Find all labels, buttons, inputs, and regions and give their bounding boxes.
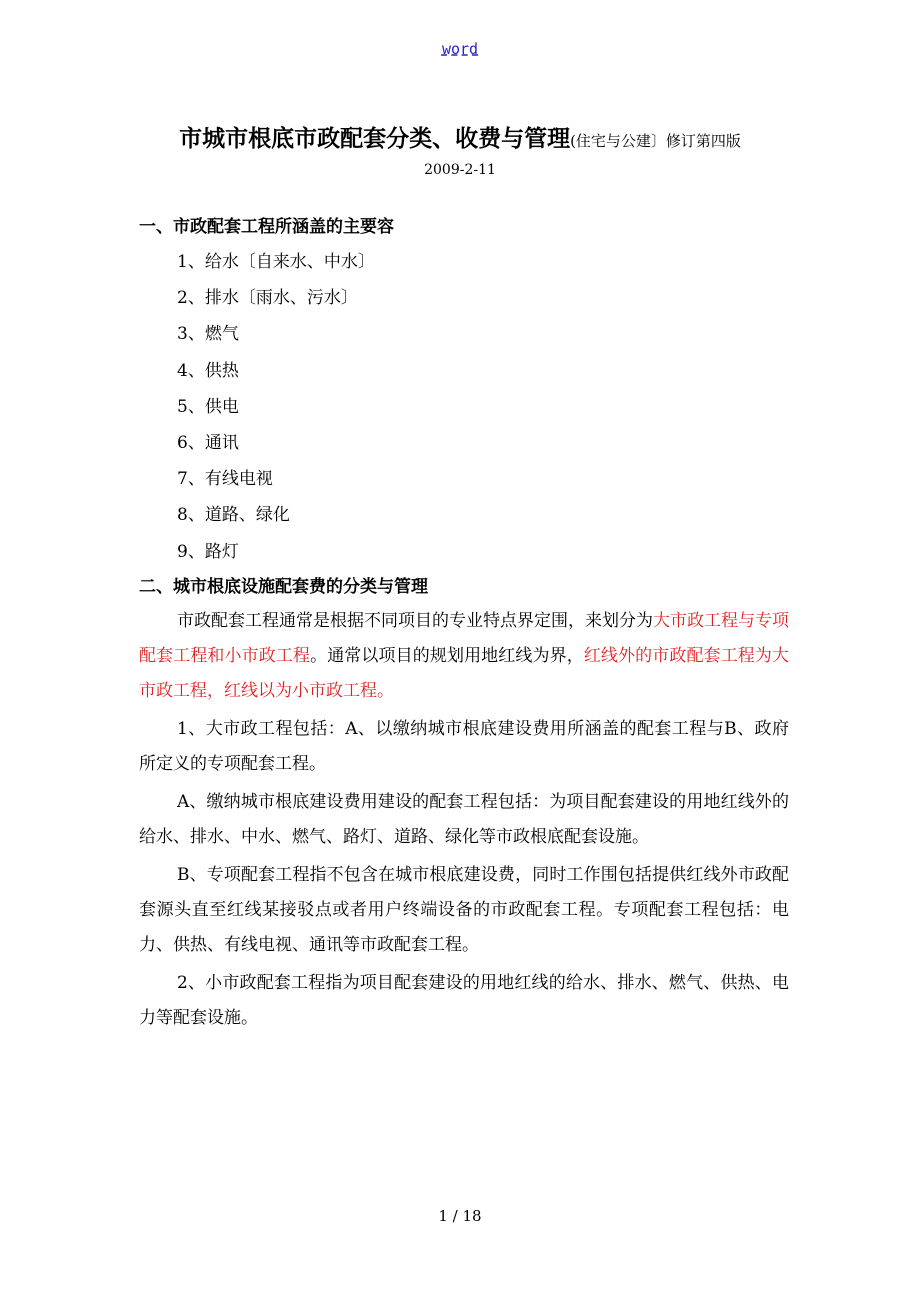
paragraph-type-a: A、缴纳城市根底建设费用建设的配套工程包括：为项目配套建设的用地红线外的给水、排水、中水、燃气、路灯、道路、绿化等市政根底配套设施。 — [139, 791, 789, 847]
document-title — [0, 120, 920, 153]
paragraph-text: 市政配套工程通常是根据不同项目的专业特点界定围，来划分为 — [177, 610, 653, 631]
paragraph-scope — [139, 604, 789, 709]
list-item: 1、给水〔自来水、中水〕 — [177, 252, 375, 272]
list-item: 4、供热 — [177, 360, 239, 381]
page-number: 1 / 18 — [438, 1207, 482, 1225]
list-item: 8、道路、绿化 — [177, 505, 290, 526]
list-item: 3、燃气 — [177, 324, 239, 345]
section1-heading: 一、市政配套工程所涵盖的主要容 — [139, 217, 394, 237]
title-sub: (住宅与公建〕修订第四版 — [570, 132, 741, 150]
document-body — [139, 210, 789, 1039]
list-item: 9、路灯 — [177, 541, 239, 562]
paragraph-text: 。通常以项目的规划用地红线为界， — [310, 645, 584, 666]
highlight-text: 大市政工程与专项配套工程和小市政工程 — [139, 610, 789, 666]
highlight-text: 红线外的市政配套工程为大市政工程，红线以为小市政工程。 — [139, 645, 790, 701]
paragraph-small-municipal: 2、小市政配套工程指为项目配套建设的用地红线的给水、排水、燃气、供热、电力等配套设施。 — [139, 972, 789, 1028]
document-date: 2009-2-11 — [424, 162, 496, 178]
list-item: 2、排水〔雨水、污水〕 — [177, 288, 358, 309]
header-word-link[interactable]: word — [441, 40, 479, 58]
section2-heading: 二、城市根底设施配套费的分类与管理 — [139, 576, 428, 597]
title-main: 市城市根底市政配套分类、收费与管理 — [179, 125, 571, 152]
paragraph-type-b: B、专项配套工程指不包含在城市根底建设费，同时工作围包括提供红线外市政配套源头直至红线某接驳点或者用户终端设备的市政配套工程。专项配套工程包括：电力、供热、有线电视、通讯等市政配套工程。 — [139, 864, 789, 955]
paragraph-large-municipal: 1、大市政工程包括：A、以缴纳城市根底建设费用所涵盖的配套工程与B、政府所定义的专项配套工程。 — [139, 718, 789, 774]
list-item: 7、有线电视 — [177, 469, 273, 490]
list-item: 6、通讯 — [177, 432, 239, 453]
list-item: 5、供电 — [177, 396, 239, 417]
